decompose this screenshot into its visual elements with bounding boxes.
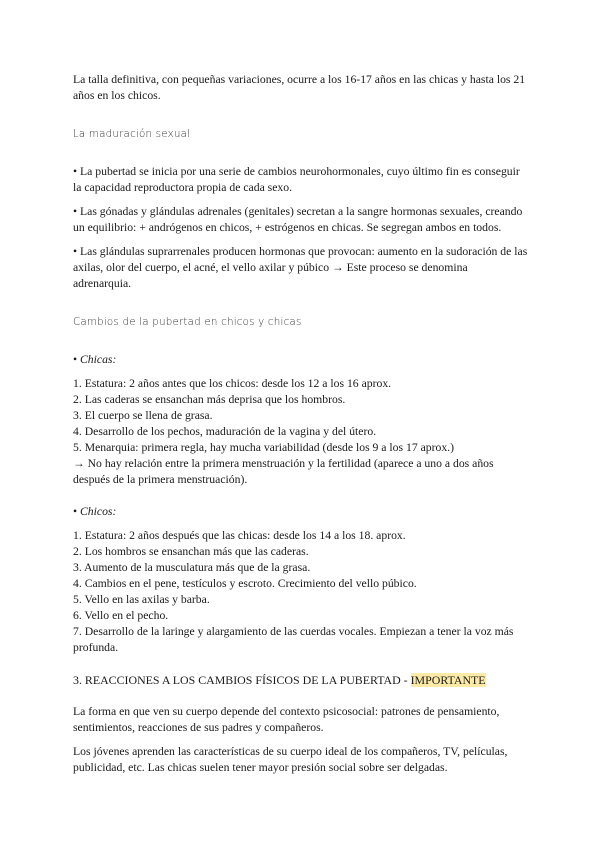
chicos-item-5: 5. Vello en las axilas y barba. [73,593,210,606]
chicos-item-4: 4. Cambios en el pene, testículos y escroto. Crecimiento del vello púbico. [73,577,417,590]
heading-cambios: Cambios de la pubertad en chicos y chicas [73,316,302,328]
chicas-item-5: 5. Menarquia: primera regla, hay mucha variabilidad (desde los 9 a los 17 aprox.) [73,441,455,454]
chicos-item-1: 1. Estatura: 2 años después que las chicas: desde los 14 a los 18. aprox. [73,529,406,542]
bullet-glyph: • [73,505,78,518]
bullet-gonadas: • Las gónadas y glándulas adrenales (genitales) secretan a la sangre hormonas sexuales, creando un equilibrio: + andrógenos en chicos, + estrógenos en chicas. Se segregan ambos en todos. [73,205,523,234]
heading-reacciones-text: 3. REACCIONES A LOS CAMBIOS FÍSICOS DE LA PUBERTAD - [73,673,411,687]
reacciones-paragraph-2: Los jóvenes aprenden las características de su cuerpo ideal de los compañeros, TV, películas, publicidad, etc. Las chicas suelen tener mayor presión social sobre ser delgadas. [73,745,508,774]
bullet-suprarrenales: • Las glándulas suprarrenales producen hormonas que provocan: aumento en la sudoración de las axilas, olor del cuerpo, el acné, el vello axilar y púbico → Este proceso se denomina adrenarquia. [73,245,528,290]
chicas-label-text: Chicas: [80,353,117,366]
intro-paragraph: La talla definitiva, con pequeñas variaciones, ocurre a los 16-17 años en las chicas y hasta los 21 años en los chicos. [73,73,526,102]
chicos-label-text: Chicos: [80,505,117,518]
bullet-pubertad: • La pubertad se inicia por una serie de cambios neurohormonales, cuyo último fin es conseguir la capacidad reproductora propia de cada sexo. [73,165,520,194]
chicos-item-6: 6. Vello en el pecho. [73,609,169,622]
chicas-label [73,352,528,368]
chicas-item-4: 4. Desarrollo de los pechos, maduración de la vagina y del útero. [73,425,377,438]
heading-reacciones [73,672,528,688]
chicas-item-2: 2. Las caderas se ensanchan más deprisa que los hombros. [73,393,346,406]
chicas-note: → No hay relación entre la primera menstruación y la fertilidad (aparece a uno a dos años después de la primera menstruación). [73,457,494,486]
document-page [73,72,528,776]
chicas-item-1: 1. Estatura: 2 años antes que los chicos: desde los 12 a los 16 aprox. [73,377,392,390]
importante-highlight: IMPORTANTE [410,673,486,687]
chicos-item-3: 3. Aumento de la musculatura más que de la grasa. [73,561,311,574]
chicas-item-3: 3. El cuerpo se llena de grasa. [73,409,213,422]
chicos-item-2: 2. Los hombros se ensanchan más que las caderas. [73,545,309,558]
chicos-label [73,504,528,520]
reacciones-paragraph-1: La forma en que ven su cuerpo depende del contexto psicosocial: patrones de pensamiento, sentimientos, reacciones de sus padres y compañeros. [73,705,500,734]
chicos-item-7: 7. Desarrollo de la laringe y alargamiento de las cuerdas vocales. Empiezan a tener la voz más profunda. [73,625,514,654]
heading-maduracion: La maduración sexual [73,128,191,140]
bullet-glyph: • [73,353,78,366]
